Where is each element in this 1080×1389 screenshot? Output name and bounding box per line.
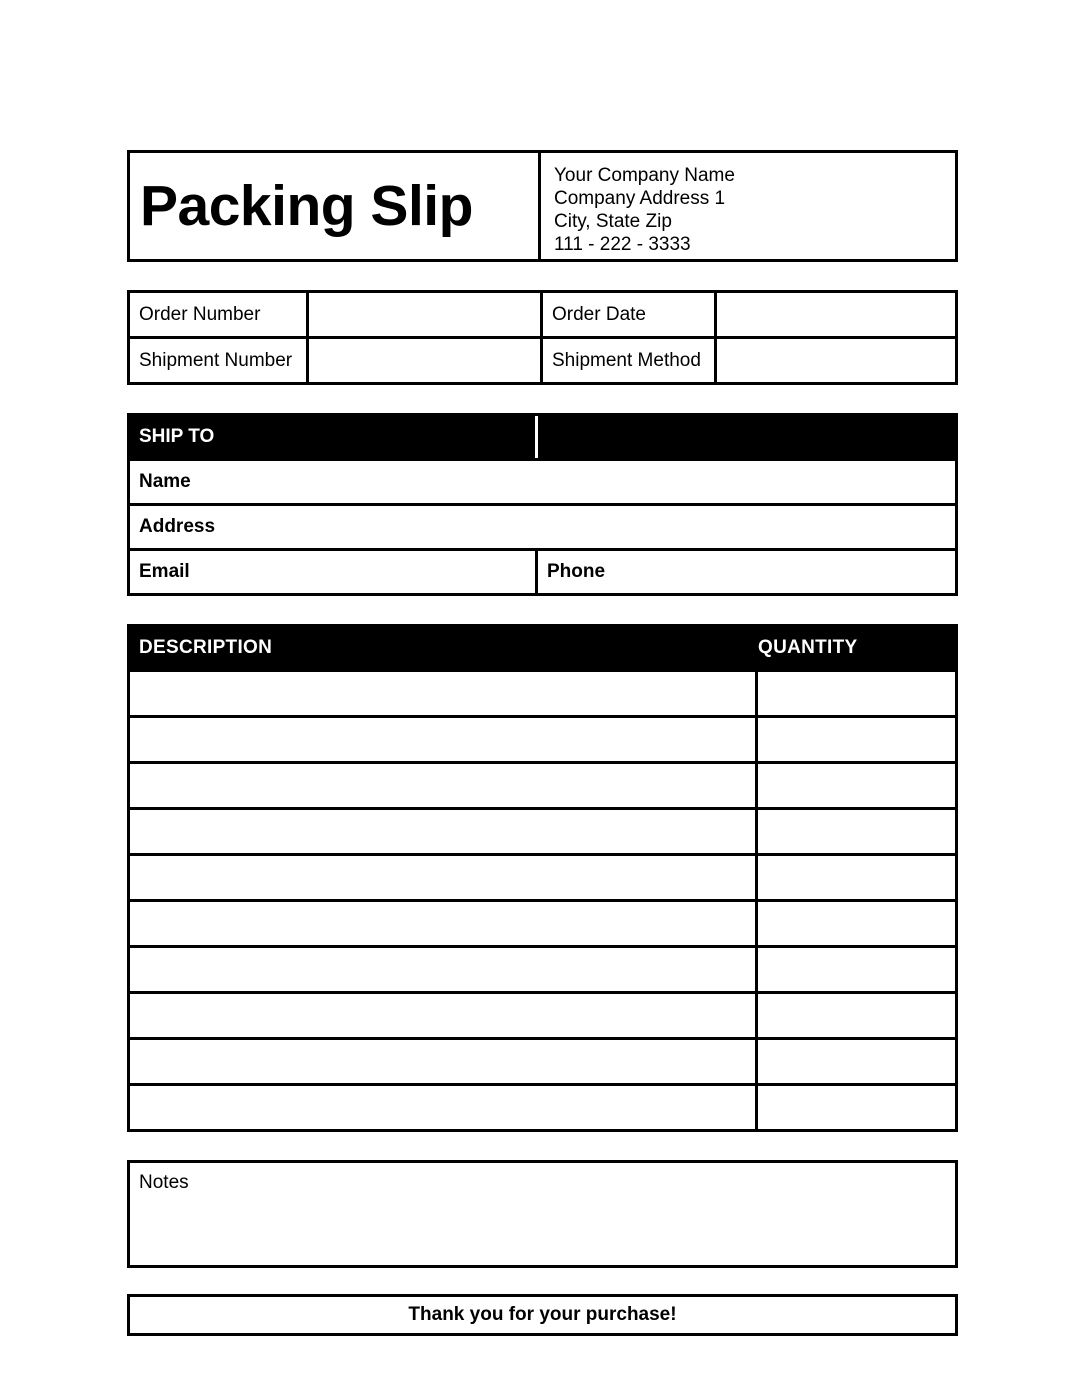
ship-to-name-label[interactable]: Name bbox=[139, 471, 191, 492]
shipment-number-field[interactable] bbox=[309, 339, 543, 382]
item-description-cell[interactable] bbox=[130, 1086, 758, 1129]
title-cell bbox=[130, 153, 541, 259]
ship-to-header-spacer bbox=[538, 416, 955, 458]
ship-to-email-label[interactable]: Email bbox=[130, 551, 538, 593]
company-name: Your Company Name bbox=[554, 165, 735, 186]
company-city-state-zip: City, State Zip bbox=[554, 211, 672, 232]
item-description-cell[interactable] bbox=[130, 948, 758, 991]
item-quantity-cell[interactable] bbox=[758, 810, 955, 853]
item-quantity-cell[interactable] bbox=[758, 948, 955, 991]
shipment-method-field[interactable] bbox=[717, 339, 955, 382]
items-table-header bbox=[130, 627, 955, 669]
table-row bbox=[130, 1083, 955, 1129]
item-quantity-cell[interactable] bbox=[758, 902, 955, 945]
order-number-label: Order Number bbox=[130, 293, 309, 336]
items-table bbox=[127, 624, 958, 1132]
company-address: Company Address 1 bbox=[554, 188, 726, 209]
column-header-description: DESCRIPTION bbox=[139, 637, 273, 658]
item-description-cell[interactable] bbox=[130, 902, 758, 945]
ship-to-address-row bbox=[130, 506, 955, 551]
item-description-cell[interactable] bbox=[130, 994, 758, 1037]
ship-to-contact-row bbox=[130, 551, 955, 593]
item-description-cell[interactable] bbox=[130, 810, 758, 853]
item-quantity-cell[interactable] bbox=[758, 718, 955, 761]
notes-box[interactable] bbox=[127, 1160, 958, 1268]
page-title: Packing Slip bbox=[140, 173, 473, 238]
table-row bbox=[130, 761, 955, 807]
item-quantity-cell[interactable] bbox=[758, 764, 955, 807]
ship-to-phone-label[interactable]: Phone bbox=[547, 561, 606, 582]
company-info bbox=[541, 153, 955, 259]
item-description-cell[interactable] bbox=[130, 672, 758, 715]
table-row bbox=[130, 669, 955, 715]
ship-to-header bbox=[130, 416, 955, 461]
column-header-quantity: QUANTITY bbox=[758, 637, 858, 658]
table-row bbox=[130, 899, 955, 945]
order-number-field[interactable] bbox=[309, 293, 543, 336]
item-quantity-cell[interactable] bbox=[758, 1086, 955, 1129]
item-description-cell[interactable] bbox=[130, 718, 758, 761]
item-description-cell[interactable] bbox=[130, 764, 758, 807]
ship-to-section bbox=[127, 413, 958, 596]
footer-message bbox=[127, 1294, 958, 1336]
ship-to-heading: SHIP TO bbox=[130, 416, 538, 458]
table-row bbox=[130, 1037, 955, 1083]
ship-to-name-row bbox=[130, 461, 955, 506]
order-info-row-2 bbox=[130, 339, 955, 382]
order-info-table bbox=[127, 290, 958, 385]
ship-to-address-label[interactable]: Address bbox=[139, 516, 216, 537]
item-quantity-cell[interactable] bbox=[758, 994, 955, 1037]
item-quantity-cell[interactable] bbox=[758, 856, 955, 899]
table-row bbox=[130, 807, 955, 853]
order-date-label: Order Date bbox=[543, 293, 717, 336]
company-phone: 111 - 222 - 3333 bbox=[554, 234, 691, 255]
item-description-cell[interactable] bbox=[130, 1040, 758, 1083]
thank-you-text: Thank you for your purchase! bbox=[408, 1304, 677, 1325]
order-date-field[interactable] bbox=[717, 293, 955, 336]
packing-slip-document bbox=[127, 150, 958, 1336]
item-quantity-cell[interactable] bbox=[758, 672, 955, 715]
document-header bbox=[127, 150, 958, 262]
table-row bbox=[130, 853, 955, 899]
shipment-number-label: Shipment Number bbox=[130, 339, 309, 382]
order-info-row-1 bbox=[130, 293, 955, 339]
item-description-cell[interactable] bbox=[130, 856, 758, 899]
notes-label: Notes bbox=[139, 1172, 189, 1193]
item-quantity-cell[interactable] bbox=[758, 1040, 955, 1083]
table-row bbox=[130, 715, 955, 761]
table-row bbox=[130, 991, 955, 1037]
table-row bbox=[130, 945, 955, 991]
shipment-method-label: Shipment Method bbox=[543, 339, 717, 382]
